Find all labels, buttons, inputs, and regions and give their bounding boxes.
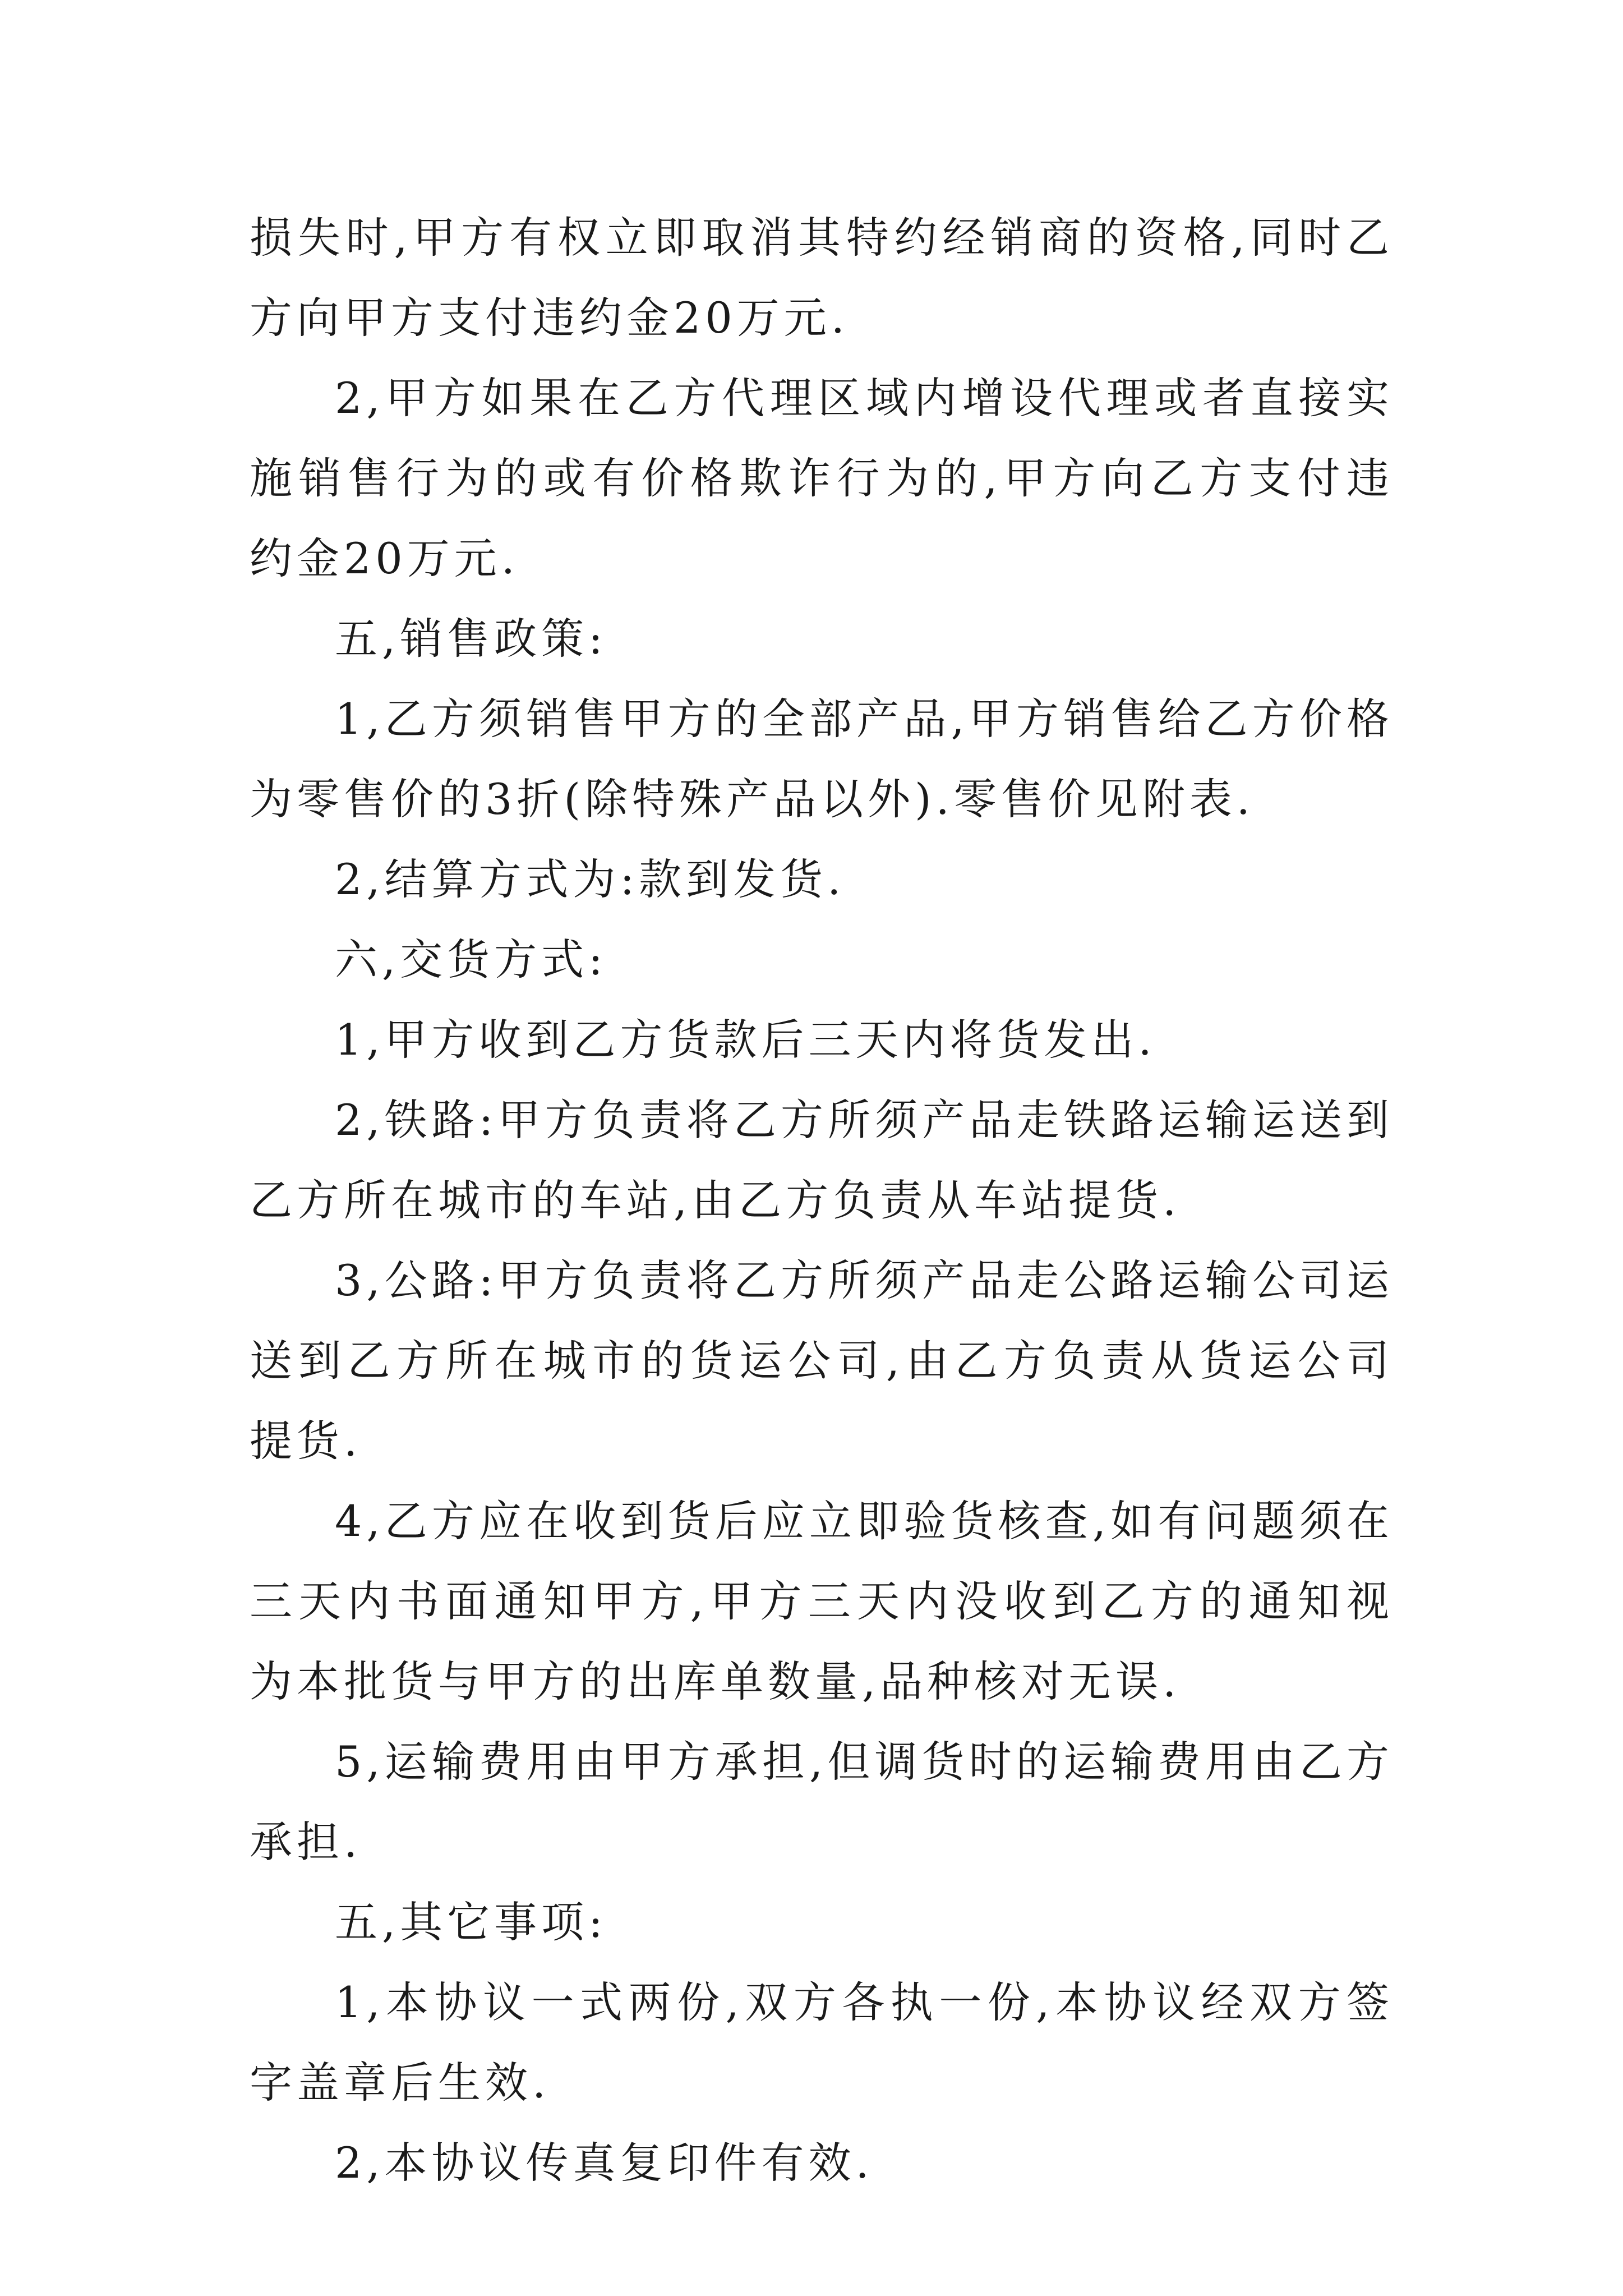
section-heading-other-matters: 五,其它事项: (335, 1897, 607, 1947)
paragraph-1: 损失时,甲方有权立即取消其特约经销商的资格,同时乙方向甲方支付违约金20万元. (250, 213, 1394, 343)
paragraph-9: 3,公路:甲方负责将乙方所须产品走公路运输公司运送到乙方所在城市的货运公司,由乙方负责从货运公司提货. (250, 1255, 1394, 1466)
paragraph-4: 1,乙方须销售甲方的全部产品,甲方销售给乙方价格为零售价的3折(除特殊产品以外).零售价见附表. (250, 694, 1394, 824)
paragraph-10: 4,乙方应在收到货后应立即验货核查,如有问题须在三天内书面通知甲方,甲方三天内没收到乙方的通知视为本批货与甲方的出库单数量,品种核对无误. (250, 1496, 1394, 1706)
document-body (250, 197, 1394, 2203)
paragraph-13: 1,本协议一式两份,双方各执一份,本协议经双方签字盖章后生效. (250, 1977, 1394, 2108)
paragraph-11: 5,运输费用由甲方承担,但调货时的运输费用由乙方承担. (250, 1737, 1394, 1867)
paragraph-7: 1,甲方收到乙方货款后三天内将货发出. (335, 1015, 1156, 1065)
paragraph-8: 2,铁路:甲方负责将乙方所须产品走铁路运输运送到乙方所在城市的车站,由乙方负责从车站提货. (250, 1095, 1394, 1225)
paragraph-14: 2,本协议传真复印件有效. (335, 2138, 874, 2188)
paragraph-5: 2,结算方式为:款到发货. (335, 854, 846, 904)
section-heading-delivery: 六,交货方式: (335, 935, 607, 984)
paragraph-2: 2,甲方如果在乙方代理区域内增设代理或者直接实施销售行为的或有价格欺诈行为的,甲方向乙方支付违约金20万元. (250, 373, 1394, 583)
section-heading-sales-policy: 五,销售政策: (335, 614, 607, 664)
